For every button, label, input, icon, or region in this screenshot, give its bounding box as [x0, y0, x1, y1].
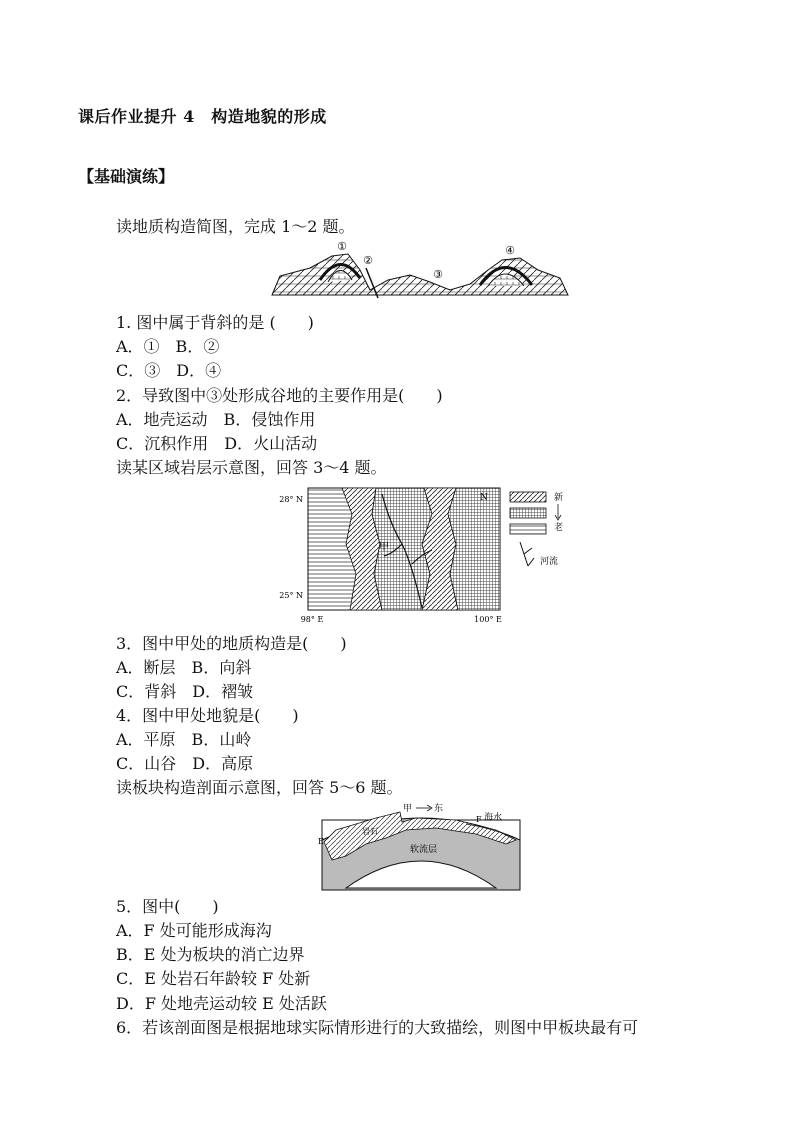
- figure1-label-2: ②: [363, 254, 373, 267]
- question-3: 3．图中甲处的地质构造是( ): [116, 634, 347, 653]
- plate-jia-label: 甲: [402, 804, 412, 814]
- figure1-label-4: ④: [505, 244, 515, 257]
- question-5: 5．图中( ): [116, 897, 219, 916]
- plate-profile-figure: [316, 800, 526, 892]
- question-1-options-ab: A．① B．②: [116, 337, 220, 356]
- question-5-option-d: D．F 处地壳运动较 E 处活跃: [116, 994, 327, 1013]
- e-label: E: [318, 837, 324, 846]
- legend-swatch-new: [510, 492, 546, 502]
- question-3-options-cd: C．背斜 D．褶皱: [116, 682, 254, 701]
- river-icon: [520, 542, 534, 566]
- page-title: 课后作业提升 4 构造地貌的形成: [78, 107, 327, 126]
- lon-right-label: 100° E: [474, 615, 502, 624]
- legend-swatch-old: [510, 524, 546, 534]
- north-label: N: [480, 493, 488, 503]
- lat-bottom-label: 25° N: [279, 591, 303, 600]
- legend-swatch-mid: [510, 508, 546, 518]
- question-1: 1. 图中属于背斜的是 ( ): [116, 313, 314, 332]
- asthenosphere-label: 软流层: [410, 845, 438, 855]
- question-4: 4．图中甲处地貌是( ): [116, 706, 299, 725]
- legend-new-label: 新: [554, 493, 564, 503]
- geologic-structure-figure: [270, 240, 570, 300]
- question-5-option-a: A．F 处可能形成海沟: [116, 921, 272, 940]
- rock-strata-figure: [272, 484, 572, 629]
- section-heading: 【基础演练】: [78, 167, 175, 186]
- intro-figure-1: 读地质构造简图，完成 1～2 题。: [116, 217, 355, 236]
- jia-label: 甲: [379, 542, 389, 553]
- lat-top-label: 28° N: [279, 495, 303, 504]
- question-4-options-ab: A．平原 B．山岭: [116, 730, 252, 749]
- question-5-option-b: B．E 处为板块的消亡边界: [116, 945, 305, 964]
- intro-figure-2: 读某区域岩层示意图，回答 3～4 题。: [116, 458, 387, 477]
- question-2: 2．导致图中③处形成谷地的主要作用是( ): [116, 386, 443, 405]
- question-5-option-c: C．E 处岩石年龄较 F 处新: [116, 969, 311, 988]
- figure1-label-3: ③: [433, 268, 443, 281]
- intro-figure-3: 读板块构造剖面示意图，回答 5～6 题。: [116, 778, 403, 797]
- figure1-label-1: ①: [337, 240, 347, 253]
- question-2-options-cd: C．沉积作用 D．火山活动: [116, 434, 318, 453]
- question-4-options-cd: C．山谷 D．高原: [116, 754, 254, 773]
- f-label: F: [476, 815, 482, 824]
- question-3-options-ab: A．断层 B．向斜: [116, 658, 252, 677]
- legend-river-label: 河流: [540, 557, 559, 567]
- question-1-options-cd: C．③ D．④: [116, 361, 222, 380]
- legend-old-label: 老: [554, 523, 564, 533]
- east-label: 东: [434, 804, 444, 814]
- seawater-label: 海水: [484, 813, 503, 823]
- lon-left-label: 98° E: [300, 615, 324, 624]
- rock-label: 岩石: [362, 827, 378, 836]
- question-2-options-ab: A．地壳运动 B．侵蚀作用: [116, 410, 316, 429]
- question-6: 6．若该剖面图是根据地球实际情形进行的大致描绘，则图中甲板块最有可: [116, 1018, 639, 1037]
